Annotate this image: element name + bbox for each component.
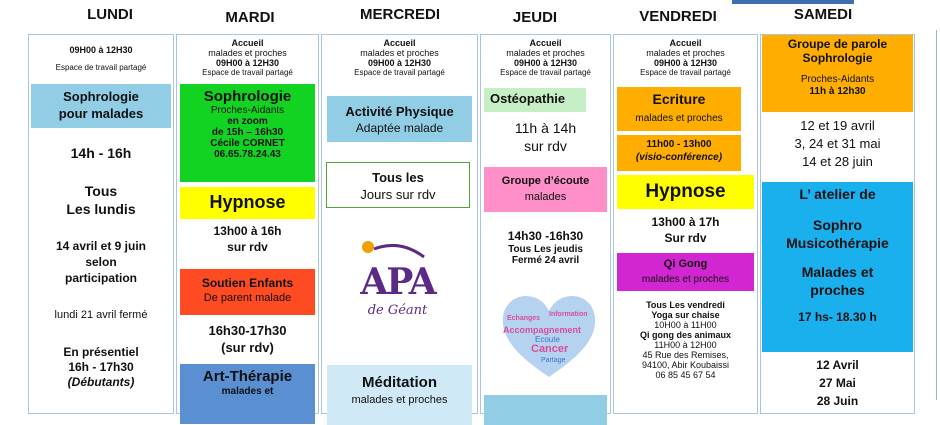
jeudi-accueil-sub: malades et proches — [506, 48, 585, 58]
vendredi-qigong-title: Qi Gong — [663, 258, 708, 270]
mardi-sophro-box — [180, 84, 315, 182]
lundi-closed: lundi 21 avril fermé — [54, 309, 148, 321]
mardi-hyp-rdv: sur rdv — [227, 240, 268, 254]
vendredi-ecriture-title: Ecriture — [652, 91, 706, 107]
samedi-parole-2: Sophrologie — [802, 51, 873, 65]
column-mardi — [176, 34, 319, 414]
mercredi-meditation-sub: malades et proches — [351, 394, 448, 406]
apa-logo-text: APA — [360, 261, 435, 303]
samedi-dates — [761, 118, 914, 169]
lundi-dates-3: participation — [64, 271, 137, 285]
lundi-dates — [29, 239, 173, 285]
day-header-mardi: MARDI — [225, 9, 275, 26]
mercredi-accueil-sub: malades et proches — [360, 48, 439, 58]
mardi-zoom-1: en zoom — [227, 116, 268, 127]
column-jeudi — [480, 34, 611, 414]
mercredi-meditation-title: Méditation — [362, 374, 437, 391]
jeudi-accueil-espace: Espace de travail partagé — [500, 68, 591, 77]
samedi-dates-1: 12 et 19 avril — [800, 118, 875, 133]
mardi-accueil-sub: malades et proches — [208, 48, 287, 58]
mardi-hypnose-info — [177, 224, 318, 254]
vendredi-hyp-time: 13h00 à 17h — [651, 215, 720, 229]
mercredi-accueil-espace: Espace de travail partagé — [354, 68, 445, 77]
mercredi-meditation-box — [327, 365, 472, 425]
lundi-time: 14h - 16h — [70, 145, 132, 161]
mardi-accueil-espace: Espace de travail partagé — [202, 68, 293, 77]
vendredi-yoga-4: Qi gong des animaux — [639, 330, 731, 340]
vendredi-qigong-sub: malades et proches — [641, 274, 730, 285]
lundi-sophro-box — [31, 84, 171, 128]
column-mercredi — [321, 34, 478, 414]
column-vendredi — [613, 34, 758, 414]
vendredi-hypnose-title: Hypnose — [645, 181, 726, 202]
lundi-dates-1: 14 avril et 9 juin — [55, 239, 147, 253]
lundi-presentiel-1: En présentiel — [63, 345, 139, 359]
vendredi-accueil — [614, 38, 757, 77]
lundi-espace: Espace de travail partagé — [55, 63, 147, 72]
heart-word-cancer: Cancer — [531, 343, 569, 355]
lundi-sophro-title: Sophrologie — [63, 89, 139, 104]
vendredi-visio-time: 11h00 - 13h00 — [646, 139, 712, 150]
mercredi-tous-box — [326, 162, 470, 208]
vendredi-yoga-1: Tous Les vendredi — [646, 300, 725, 310]
day-header-jeudi: JEUDI — [512, 9, 558, 26]
samedi-atelier-5: proches — [810, 282, 865, 298]
lundi-hours: 09H00 à 12H30 — [69, 45, 133, 55]
heart-word-information: Information — [549, 311, 588, 318]
mardi-zoom-2: de 15h – 16h30 — [211, 127, 284, 138]
mercredi-accueil — [322, 38, 477, 77]
mercredi-tous-2: Jours sur rdv — [360, 187, 436, 202]
jeudi-bottom-box — [484, 395, 607, 425]
jeudi-osteo-time: 11h à 14h — [514, 120, 577, 136]
vendredi-addr-3: 06 85 45 67 54 — [655, 370, 716, 380]
samedi-atelier-4: Malades et — [801, 264, 874, 280]
lundi-accueil — [29, 45, 173, 72]
apa-logo — [354, 239, 441, 329]
samedi-end-dates — [761, 358, 914, 408]
samedi-atelier-3: Musicothérapie — [786, 235, 889, 251]
mardi-zoom-3: Cécile CORNET — [210, 138, 285, 149]
vendredi-visio: (visio-conférence) — [635, 152, 723, 163]
samedi-parole-4: 11h à 12h30 — [809, 86, 866, 97]
lundi-tous — [29, 183, 173, 217]
samedi-parole-1: Groupe de parole — [787, 37, 888, 51]
lundi-presentiel-2: 16h - 17h30 — [68, 360, 134, 374]
vendredi-ecriture-sub: malades et proches — [635, 113, 723, 124]
jeudi-ferme: Fermé 24 avril — [511, 255, 580, 266]
day-header-lundi: LUNDI — [87, 6, 133, 23]
mercredi-activite-title: Activité Physique — [345, 104, 454, 119]
lundi-presentiel-3: (Débutants) — [67, 375, 135, 389]
jeudi-time: 14h30 -16h30 — [507, 229, 584, 243]
vendredi-accueil-sub: malades et proches — [646, 48, 725, 58]
jeudi-osteo-rdv: sur rdv — [524, 138, 567, 154]
mercredi-tous-1: Tous les — [372, 170, 424, 185]
vendredi-yoga-5: 11H00 à 12H00 — [654, 340, 717, 350]
lundi-tous-2: Les lundis — [66, 201, 136, 217]
samedi-parole-box — [762, 35, 913, 112]
samedi-end-3: 28 Juin — [816, 394, 859, 408]
mardi-soutien-title: Soutien Enfants — [201, 276, 294, 290]
mardi-accueil — [177, 38, 318, 77]
apa-logo-sub: de Géant — [367, 303, 428, 318]
samedi-end-2: 27 Mai — [819, 376, 856, 390]
jeudi-heart-graphic — [499, 291, 599, 381]
vendredi-yoga-2: Yoga sur chaise — [651, 310, 720, 320]
mercredi-accueil-hours: 09H00 à 12H30 — [367, 58, 432, 68]
samedi-dates-2: 3, 24 et 31 mai — [794, 136, 881, 151]
day-header-vendredi: VENDREDI — [639, 8, 717, 25]
vendredi-hyp-rdv: Sur rdv — [664, 231, 707, 245]
vendredi-hypnose-info — [614, 215, 757, 245]
samedi-atelier-box — [762, 182, 913, 352]
right-border-line — [936, 30, 937, 400]
mercredi-activite-sub: Adaptée malade — [355, 121, 444, 135]
samedi-atelier-6: 17 hs- 18.30 h — [798, 310, 877, 324]
column-samedi — [760, 34, 915, 414]
samedi-atelier-1: L’ atelier de — [799, 186, 876, 202]
mardi-hyp-time: 13h00 à 16h — [213, 224, 282, 238]
jeudi-groupe-title: Groupe d’écoute — [501, 175, 590, 187]
mercredi-activite-box — [327, 96, 472, 142]
column-lundi — [28, 34, 174, 414]
jeudi-accueil-hours: 09H00 à 12H30 — [513, 58, 578, 68]
mardi-soutien-info — [177, 323, 318, 355]
samedi-parole-3: Proches-Aidants — [800, 74, 875, 85]
samedi-end-1: 12 Avril — [816, 358, 859, 372]
vendredi-accueil-espace: Espace de travail partagé — [640, 68, 731, 77]
mardi-soutien-box — [180, 269, 315, 315]
vendredi-addr-2: 94100, Abir Koubaissi — [641, 360, 730, 370]
mardi-hypnose-title: Hypnose — [209, 192, 286, 212]
vendredi-ecriture-box — [617, 87, 741, 131]
jeudi-osteo-info — [481, 120, 610, 154]
vendredi-qigong-box — [617, 253, 754, 291]
jeudi-info — [481, 229, 610, 266]
jeudi-osteo-title: Ostéopathie — [490, 91, 566, 106]
day-header-samedi: SAMEDI — [793, 6, 853, 23]
heart-word-echanges: Echanges — [507, 315, 541, 322]
vendredi-addr-1: 45 Rue des Remises, — [642, 350, 729, 360]
samedi-atelier-2: Sophro — [813, 217, 862, 233]
mardi-soutien-rdv: (sur rdv) — [221, 340, 274, 355]
mardi-art-sub: malades et — [221, 386, 274, 397]
jeudi-accueil — [481, 38, 610, 77]
lundi-dates-2: selon — [85, 255, 117, 269]
jeudi-accueil-title: Accueil — [529, 38, 562, 48]
heart-word-accompagnement: Accompagnement — [503, 325, 582, 335]
mardi-accueil-hours: 09H00 à 12H30 — [215, 58, 280, 68]
jeudi-tous: Tous Les jeudis — [508, 244, 583, 255]
heart-word-ecoute: Ecoute — [535, 335, 560, 344]
top-accent-bar — [732, 0, 854, 4]
lundi-sophro-sub: pour malades — [58, 106, 144, 121]
lundi-tous-1: Tous — [84, 183, 118, 199]
lundi-presentiel — [29, 345, 173, 389]
mardi-soutien-sub: De parent malade — [203, 292, 292, 304]
jeudi-osteo-box — [484, 88, 586, 112]
mardi-accueil-title: Accueil — [231, 38, 264, 48]
mardi-art-box — [180, 364, 315, 424]
day-header-mercredi: MERCREDI — [359, 6, 440, 23]
vendredi-hypnose-box — [617, 175, 754, 209]
mardi-sophro-title: Sophrologie — [203, 88, 292, 105]
mardi-zoom-4: 06.65.78.24.43 — [214, 149, 281, 160]
heart-word-partage: Partage — [541, 357, 566, 364]
vendredi-visio-box — [617, 135, 741, 171]
mercredi-accueil-title: Accueil — [383, 38, 416, 48]
mardi-sophro-sub: Proches-Aidants — [210, 105, 285, 116]
vendredi-accueil-hours: 09H00 à 12H30 — [653, 58, 718, 68]
mardi-hypnose-box — [180, 187, 315, 219]
jeudi-groupe-box — [484, 167, 607, 212]
mardi-soutien-time: 16h30-17h30 — [208, 323, 287, 338]
vendredi-yoga-3: 10H00 à 11H00 — [654, 320, 717, 330]
mardi-art-title: Art-Thérapie — [202, 368, 293, 385]
samedi-dates-3: 14 et 28 juin — [802, 154, 873, 169]
vendredi-yoga-info — [614, 300, 757, 380]
jeudi-groupe-sub: malades — [524, 191, 567, 203]
vendredi-accueil-title: Accueil — [669, 38, 702, 48]
